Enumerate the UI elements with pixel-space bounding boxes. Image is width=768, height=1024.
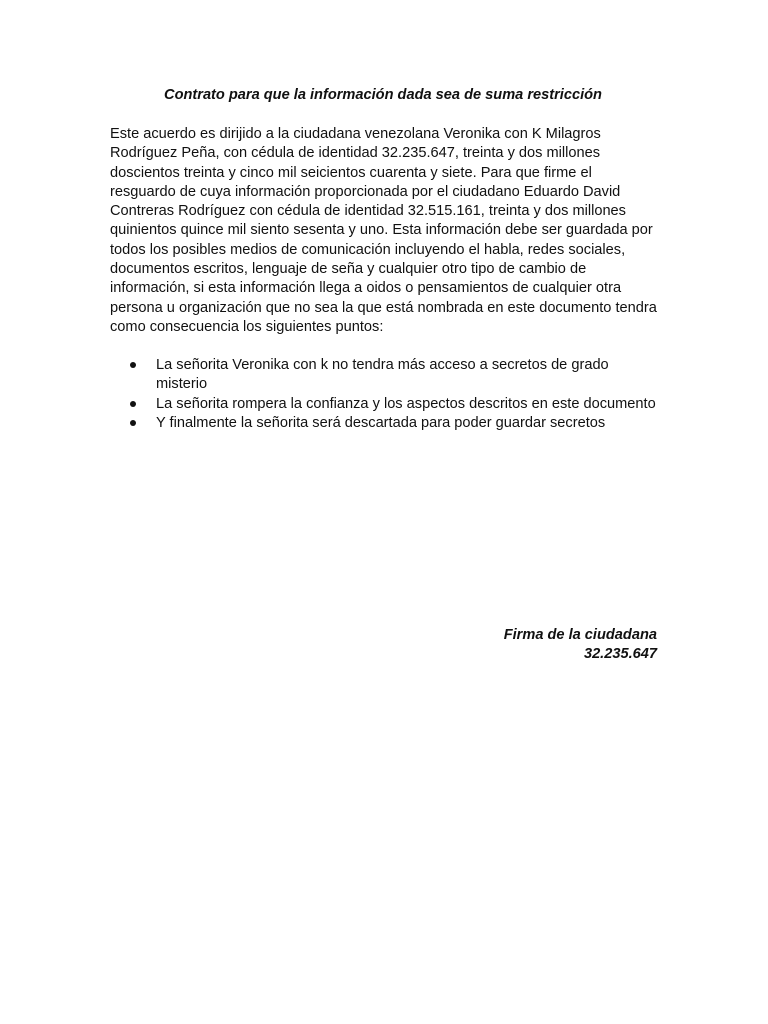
signature-id-number: 32.235.647 <box>583 646 657 663</box>
list-item <box>110 414 658 433</box>
document-title: Contrato para que la información dada sea de suma restricción <box>164 87 602 103</box>
list-item-text: La señorita Veronika con k no tendra más acceso a secretos de grado misterio <box>156 357 609 393</box>
list-item-text: Y finalmente la señorita será descartada para poder guardar secretos <box>156 414 606 431</box>
consequences-list <box>110 356 658 433</box>
signature-block <box>504 626 657 665</box>
list-item <box>110 356 658 395</box>
signature-label: Firma de la ciudadana <box>503 627 657 643</box>
bullet-icon <box>130 420 136 426</box>
bullet-icon <box>130 362 136 368</box>
list-item <box>110 395 658 414</box>
bullet-icon <box>130 401 136 407</box>
list-item-text: La señorita rompera la confianza y los aspectos descritos en este documento <box>156 395 656 412</box>
document-body-paragraph: Este acuerdo es dirijido a la ciudadana venezolana Veronika con K Milagros Rodríguez Peña, con cédula de identidad 32.235.647, treinta y dos millones doscientos treinta y cinco mil seicientos cuarenta y siete. Para que firme el resguardo de cuya información proporcionada por el ciudadano Eduardo David Contreras Rodríguez con cédula de identidad 32.515.161, treinta y dos millones quinientos quince mil siento sesenta y uno. Esta información debe ser guardada por todos los posibles medios de comunicación incluyendo el habla, redes sociales, documentos escritos, lenguaje de seña y cualquier otro tipo de cambio de información, si esta información llega a oidos o pensamientos de cualquier otra persona u organización que no sea la que está nombrada en este documento tendra como consecuencia los siguientes puntos: <box>110 126 657 335</box>
